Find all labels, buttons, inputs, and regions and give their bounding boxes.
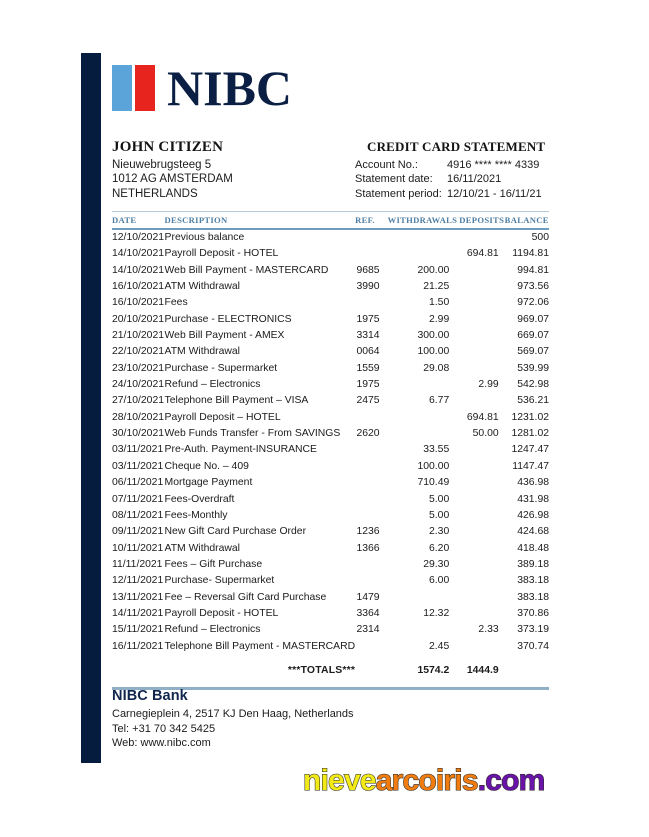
cell-balance: 972.06 <box>517 297 549 309</box>
table-row <box>112 426 549 442</box>
cell-balance: 542.98 <box>517 379 549 391</box>
totals-balance <box>505 655 549 679</box>
cell-balance: 500 <box>531 232 549 243</box>
table-row <box>112 541 549 557</box>
logo-mark-icon <box>112 65 155 111</box>
cell-date: 03/11/2021 <box>112 460 164 472</box>
cell-ref: 3990 <box>356 281 380 293</box>
account-number-value: 4916 **** **** 4339 <box>447 159 540 171</box>
cell-ref <box>355 229 387 246</box>
column-header-description: DESCRIPTION <box>165 212 356 230</box>
cell-description: Payroll Deposit - HOTEL <box>164 248 279 260</box>
cell-withdrawal: 33.55 <box>423 444 450 456</box>
cell-description: ATM Withdrawal <box>164 346 240 358</box>
cell-withdrawal: 29.30 <box>423 558 450 570</box>
column-header-balance: BALANCE <box>505 212 549 230</box>
logo-blue-bar-icon <box>112 65 132 111</box>
cell-ref: 9685 <box>356 264 380 276</box>
cell-balance: 431.98 <box>517 493 549 505</box>
cell-description: Purchase - ELECTRONICS <box>164 313 292 325</box>
left-accent-bar <box>81 53 101 763</box>
cell-balance: 569.07 <box>517 346 549 358</box>
cell-date: 12/11/2021 <box>112 575 164 587</box>
column-header-withdrawals: WITHDRAWALS <box>388 212 460 230</box>
cell-withdrawal: 6.00 <box>429 575 450 587</box>
cell-ref: 2620 <box>356 428 380 440</box>
table-row <box>112 393 549 409</box>
cell-description: Payroll Deposit – HOTEL <box>164 411 281 423</box>
cell-deposit <box>459 279 504 295</box>
table-row <box>112 246 549 262</box>
cell-withdrawal: 100.00 <box>417 460 450 472</box>
cell-deposit <box>459 295 504 311</box>
footer-telephone: Tel: +31 70 342 5425 <box>112 722 216 735</box>
cell-description: Purchase- Supermarket <box>164 575 275 587</box>
totals-row <box>112 655 549 679</box>
statement-date-row <box>355 172 615 186</box>
cell-date: 14/11/2021 <box>112 607 164 619</box>
bank-footer <box>112 688 442 751</box>
addressee-country: NETHERLANDS <box>112 187 198 200</box>
cell-withdrawal <box>388 622 460 638</box>
footer-bank-name: NIBC Bank <box>112 688 188 704</box>
cell-date: 22/10/2021 <box>112 346 165 358</box>
cell-description: Web Bill Payment - AMEX <box>164 330 285 342</box>
nibc-logo <box>112 60 292 116</box>
cell-withdrawal: 12.32 <box>423 607 450 619</box>
statement-date-value: 16/11/2021 <box>447 173 502 186</box>
cell-ref: 1479 <box>356 591 380 603</box>
watermark-part-3: .com <box>477 764 545 797</box>
cell-withdrawal: 29.08 <box>423 362 450 374</box>
cell-withdrawal: 200.00 <box>417 264 450 276</box>
statement-period-value: 12/10/21 - 16/11/21 <box>447 187 542 200</box>
cell-ref <box>355 492 387 508</box>
logo-wordmark: NIBC <box>167 60 293 116</box>
cell-deposit: 694.81 <box>466 411 499 423</box>
totals-spacer <box>112 655 165 679</box>
table-row <box>112 410 549 426</box>
cell-withdrawal <box>388 426 460 442</box>
table-row <box>112 590 549 606</box>
cell-ref: 1975 <box>356 379 380 391</box>
watermark-part-1: nieve <box>303 764 376 797</box>
cell-balance: 436.98 <box>517 477 549 489</box>
cell-balance: 383.18 <box>517 591 549 603</box>
cell-description: Pre-Auth. Payment-INSURANCE <box>164 444 317 456</box>
cell-ref <box>355 410 387 426</box>
cell-description: Telephone Bill Payment – VISA <box>164 395 309 407</box>
cell-withdrawal <box>388 246 460 262</box>
table-row <box>112 557 549 573</box>
cell-description: Mortgage Payment <box>164 477 253 489</box>
cell-date: 27/10/2021 <box>112 395 165 407</box>
cell-description: ATM Withdrawal <box>164 281 240 293</box>
cell-deposit <box>459 361 504 377</box>
table-row <box>112 442 549 458</box>
cell-ref <box>355 459 387 475</box>
watermark <box>303 764 545 798</box>
addressee-city: 1012 AG AMSTERDAM <box>112 173 233 186</box>
totals-label: ***TOTALS*** <box>287 664 356 676</box>
cell-date: 11/11/2021 <box>112 558 163 570</box>
cell-deposit <box>459 541 504 557</box>
cell-ref <box>355 573 387 589</box>
cell-balance: 669.07 <box>517 330 549 342</box>
cell-description: Fee – Reversal Gift Card Purchase <box>164 591 327 603</box>
logo-red-bar-icon <box>135 65 155 111</box>
table-row <box>112 229 549 246</box>
cell-deposit <box>459 524 504 540</box>
table-row <box>112 295 549 311</box>
cell-deposit <box>459 328 504 344</box>
cell-balance: 418.48 <box>517 542 549 554</box>
cell-description: Fees-Monthly <box>164 509 228 521</box>
cell-ref: 1236 <box>356 526 380 538</box>
cell-deposit <box>459 492 504 508</box>
cell-date: 15/11/2021 <box>112 624 164 636</box>
cell-balance: 373.19 <box>517 624 549 636</box>
cell-date: 23/10/2021 <box>112 362 165 374</box>
cell-balance: 370.86 <box>517 607 549 619</box>
cell-deposit <box>459 590 504 606</box>
table-row <box>112 622 549 638</box>
cell-date: 13/11/2021 <box>112 591 164 603</box>
cell-deposit <box>459 229 504 246</box>
cell-ref <box>355 246 387 262</box>
cell-date: 08/11/2021 <box>112 509 164 521</box>
statement-period-row <box>355 187 615 201</box>
cell-description: Refund – Electronics <box>164 624 261 636</box>
cell-description: New Gift Card Purchase Order <box>164 526 307 538</box>
cell-withdrawal: 2.99 <box>429 313 450 325</box>
cell-withdrawal <box>388 377 460 393</box>
cell-date: 12/10/2021 <box>112 232 165 243</box>
cell-deposit <box>459 639 504 655</box>
table-row <box>112 524 549 540</box>
cell-ref: 2475 <box>356 395 380 407</box>
cell-ref: 1975 <box>356 313 380 325</box>
cell-description: Cheque No. – 409 <box>164 460 249 472</box>
cell-deposit <box>459 475 504 491</box>
table-row <box>112 606 549 622</box>
statement-info-block <box>355 139 615 201</box>
cell-balance: 389.18 <box>517 558 549 570</box>
cell-deposit <box>459 557 504 573</box>
cell-description: Telephone Bill Payment - MASTERCARD <box>164 640 356 652</box>
addressee-street: Nieuwebrugsteeg 5 <box>112 159 212 171</box>
cell-balance: 1147.47 <box>512 460 549 472</box>
cell-deposit <box>459 312 504 328</box>
cell-ref <box>355 295 387 311</box>
table-row <box>112 361 549 377</box>
cell-withdrawal: 5.00 <box>429 493 450 505</box>
table-row <box>112 573 549 589</box>
cell-balance: 1194.81 <box>512 248 549 260</box>
footer-address: Carnegieplein 4, 2517 KJ Den Haag, Netherlands <box>112 708 354 720</box>
cell-description: Web Bill Payment - MASTERCARD <box>164 264 329 276</box>
cell-date: 09/11/2021 <box>112 526 164 538</box>
cell-balance: 424.68 <box>517 526 549 538</box>
cell-deposit <box>459 393 504 409</box>
cell-date: 21/10/2021 <box>112 330 165 342</box>
cell-balance: 1247.47 <box>511 444 549 456</box>
addressee-name: JOHN CITIZEN <box>112 139 224 155</box>
cell-date: 14/10/2021 <box>112 248 165 260</box>
cell-withdrawal: 6.20 <box>429 542 450 554</box>
cell-withdrawal: 1.50 <box>429 297 450 309</box>
cell-balance: 1281.02 <box>511 428 549 440</box>
cell-withdrawal: 300.00 <box>417 330 450 342</box>
table-header <box>112 212 549 230</box>
account-number-row <box>355 158 615 172</box>
cell-deposit: 2.33 <box>478 624 499 636</box>
cell-date: 24/10/2021 <box>112 379 165 391</box>
cell-ref: 3314 <box>356 330 380 342</box>
cell-ref: 3364 <box>356 607 380 619</box>
cell-description: Web Funds Transfer - From SAVINGS <box>164 428 341 440</box>
cell-balance: 994.81 <box>517 264 549 276</box>
cell-date: 03/11/2021 <box>112 444 164 456</box>
cell-deposit: 50.00 <box>472 428 499 440</box>
cell-ref <box>355 557 387 573</box>
statement-date-label: Statement date: <box>355 173 433 186</box>
cell-withdrawal <box>388 229 460 246</box>
table-row <box>112 377 549 393</box>
table-body <box>112 229 549 679</box>
cell-deposit <box>459 344 504 360</box>
cell-date: 16/10/2021 <box>112 281 165 293</box>
cell-withdrawal: 6.77 <box>429 395 450 407</box>
cell-balance: 539.99 <box>517 362 549 374</box>
footer-website: Web: www.nibc.com <box>112 737 211 750</box>
cell-deposit <box>459 459 504 475</box>
column-header-deposits: DEPOSITS <box>459 212 504 230</box>
cell-date: 10/11/2021 <box>112 542 164 554</box>
cell-balance: 1231.02 <box>511 411 549 423</box>
table-row <box>112 459 549 475</box>
cell-description: Previous balance <box>164 232 245 243</box>
totals-deposit: 1444.9 <box>466 664 499 676</box>
cell-date: 28/10/2021 <box>112 411 165 423</box>
table-row <box>112 279 549 295</box>
cell-balance: 969.07 <box>517 313 549 325</box>
cell-ref: 0064 <box>356 346 380 358</box>
table-row <box>112 639 549 655</box>
totals-withdrawal: 1574.2 <box>417 664 450 676</box>
cell-date: 20/10/2021 <box>112 313 165 325</box>
cell-date: 07/11/2021 <box>112 493 164 505</box>
table-row <box>112 344 549 360</box>
cell-withdrawal: 2.30 <box>429 526 450 538</box>
cell-balance: 383.18 <box>517 575 549 587</box>
cell-description: Fees <box>164 297 188 309</box>
cell-date: 06/11/2021 <box>112 477 164 489</box>
cell-deposit: 694.81 <box>466 248 499 260</box>
table-row <box>112 312 549 328</box>
cell-ref: 1559 <box>356 362 380 374</box>
table-header-row <box>112 212 549 230</box>
cell-withdrawal: 100.00 <box>417 346 450 358</box>
column-header-date: DATE <box>112 212 165 230</box>
statement-period-label: Statement period: <box>355 187 442 200</box>
cell-ref <box>355 508 387 524</box>
column-header-ref: REF. <box>355 212 387 230</box>
watermark-part-2: arcoiris <box>375 764 478 797</box>
cell-date: 30/10/2021 <box>112 428 165 440</box>
cell-description: Fees – Gift Purchase <box>164 558 263 570</box>
cell-withdrawal: 2.45 <box>429 640 450 652</box>
cell-withdrawal: 710.49 <box>417 477 450 489</box>
cell-description: Refund – Electronics <box>164 379 261 391</box>
cell-description: ATM Withdrawal <box>164 542 240 554</box>
statement-heading: CREDIT CARD STATEMENT <box>367 139 546 154</box>
cell-deposit <box>459 508 504 524</box>
cell-ref <box>355 475 387 491</box>
cell-balance: 973.56 <box>517 281 549 293</box>
cell-withdrawal <box>388 410 460 426</box>
cell-date: 16/10/2021 <box>112 297 165 309</box>
cell-description: Purchase - Supermarket <box>164 362 278 374</box>
cell-ref: 1366 <box>356 542 380 554</box>
cell-description: Fees-Overdraft <box>164 493 235 505</box>
cell-balance: 426.98 <box>517 509 549 521</box>
cell-balance: 536.21 <box>517 395 549 407</box>
addressee-block <box>112 139 352 201</box>
cell-deposit <box>459 606 504 622</box>
account-number-label: Account No.: <box>355 159 418 171</box>
cell-ref <box>355 639 387 655</box>
table-row <box>112 263 549 279</box>
cell-ref <box>355 442 387 458</box>
cell-description: Payroll Deposit - HOTEL <box>164 607 279 619</box>
cell-withdrawal: 21.25 <box>423 281 450 293</box>
cell-balance: 370.74 <box>517 640 549 652</box>
cell-deposit: 2.99 <box>478 379 499 391</box>
cell-deposit <box>459 263 504 279</box>
cell-date: 16/11/2021 <box>112 640 164 652</box>
cell-deposit <box>459 442 504 458</box>
cell-ref: 2314 <box>356 624 380 636</box>
transactions-table <box>112 211 549 679</box>
table-row <box>112 508 549 524</box>
table-row <box>112 475 549 491</box>
totals-ref <box>355 655 387 679</box>
table-row <box>112 328 549 344</box>
cell-deposit <box>459 573 504 589</box>
table-row <box>112 492 549 508</box>
cell-withdrawal <box>388 590 460 606</box>
cell-date: 14/10/2021 <box>112 264 165 276</box>
cell-withdrawal: 5.00 <box>429 509 450 521</box>
